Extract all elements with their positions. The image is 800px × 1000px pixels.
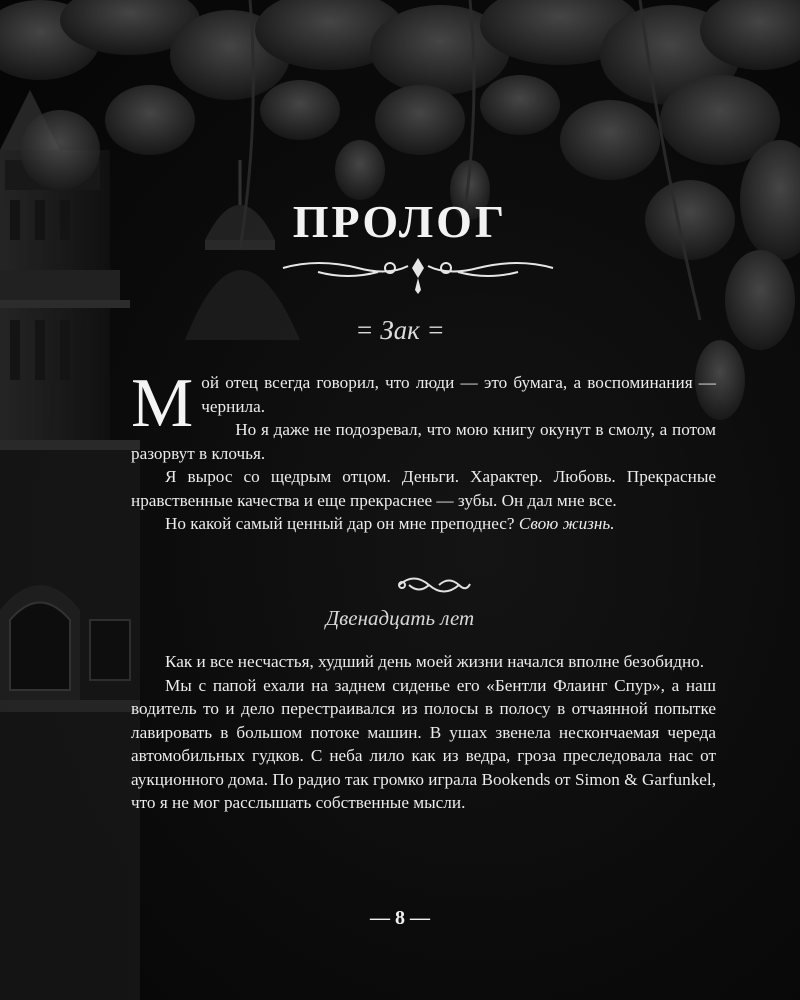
paragraph: Мы с папой ехали на заднем сиденье его «Бентли Флаинг Спур», а наш водитель то и дело перестраивался из полосы в полосу в отчаянной попытке лавировать в большом потоке машин. В ушах звенела нескончаемая череда автомобильных гудков. С неба лило как из ведра, гроза преследовала нас от аукционного дома. По радио так громко играла Bookends от Simon & Garfunkel, что я не мог расслышать собственные мысли. [131,675,716,812]
flourish-ornament-icon [278,254,558,294]
final-line-text: Но какой самый ценный дар он мне преподнес? [165,514,519,533]
drop-cap: М [131,365,194,442]
paragraph-final [131,512,716,536]
paragraph: Но я даже не подозревал, что мою книгу окунут в смолу, а потом разорвут в клочья. [131,420,716,463]
opening-paragraph-text: ой отец всегда говорил, что люди — это бумага, а воспоминания — чернила. [201,373,716,416]
final-line-italic: Свою жизнь. [518,514,615,533]
swirl-divider-icon [394,570,474,600]
page-number: — 8 — [370,907,430,929]
paragraph: Как и все несчастья, худший день моей жизни начался вполне безобидно. [165,652,705,671]
chapter-title: ПРОЛОГ [292,196,508,247]
paragraph: Я вырос со щедрым отцом. Деньги. Характер. Любовь. Прекрасные нравственные качества и еще прекраснее — зубы. Он дал мне все. [131,467,716,510]
section-heading: Двенадцать лет [325,606,475,630]
chapter-narrator: = Зак = [355,315,445,345]
opening-text [131,365,716,536]
section-text [131,650,716,815]
